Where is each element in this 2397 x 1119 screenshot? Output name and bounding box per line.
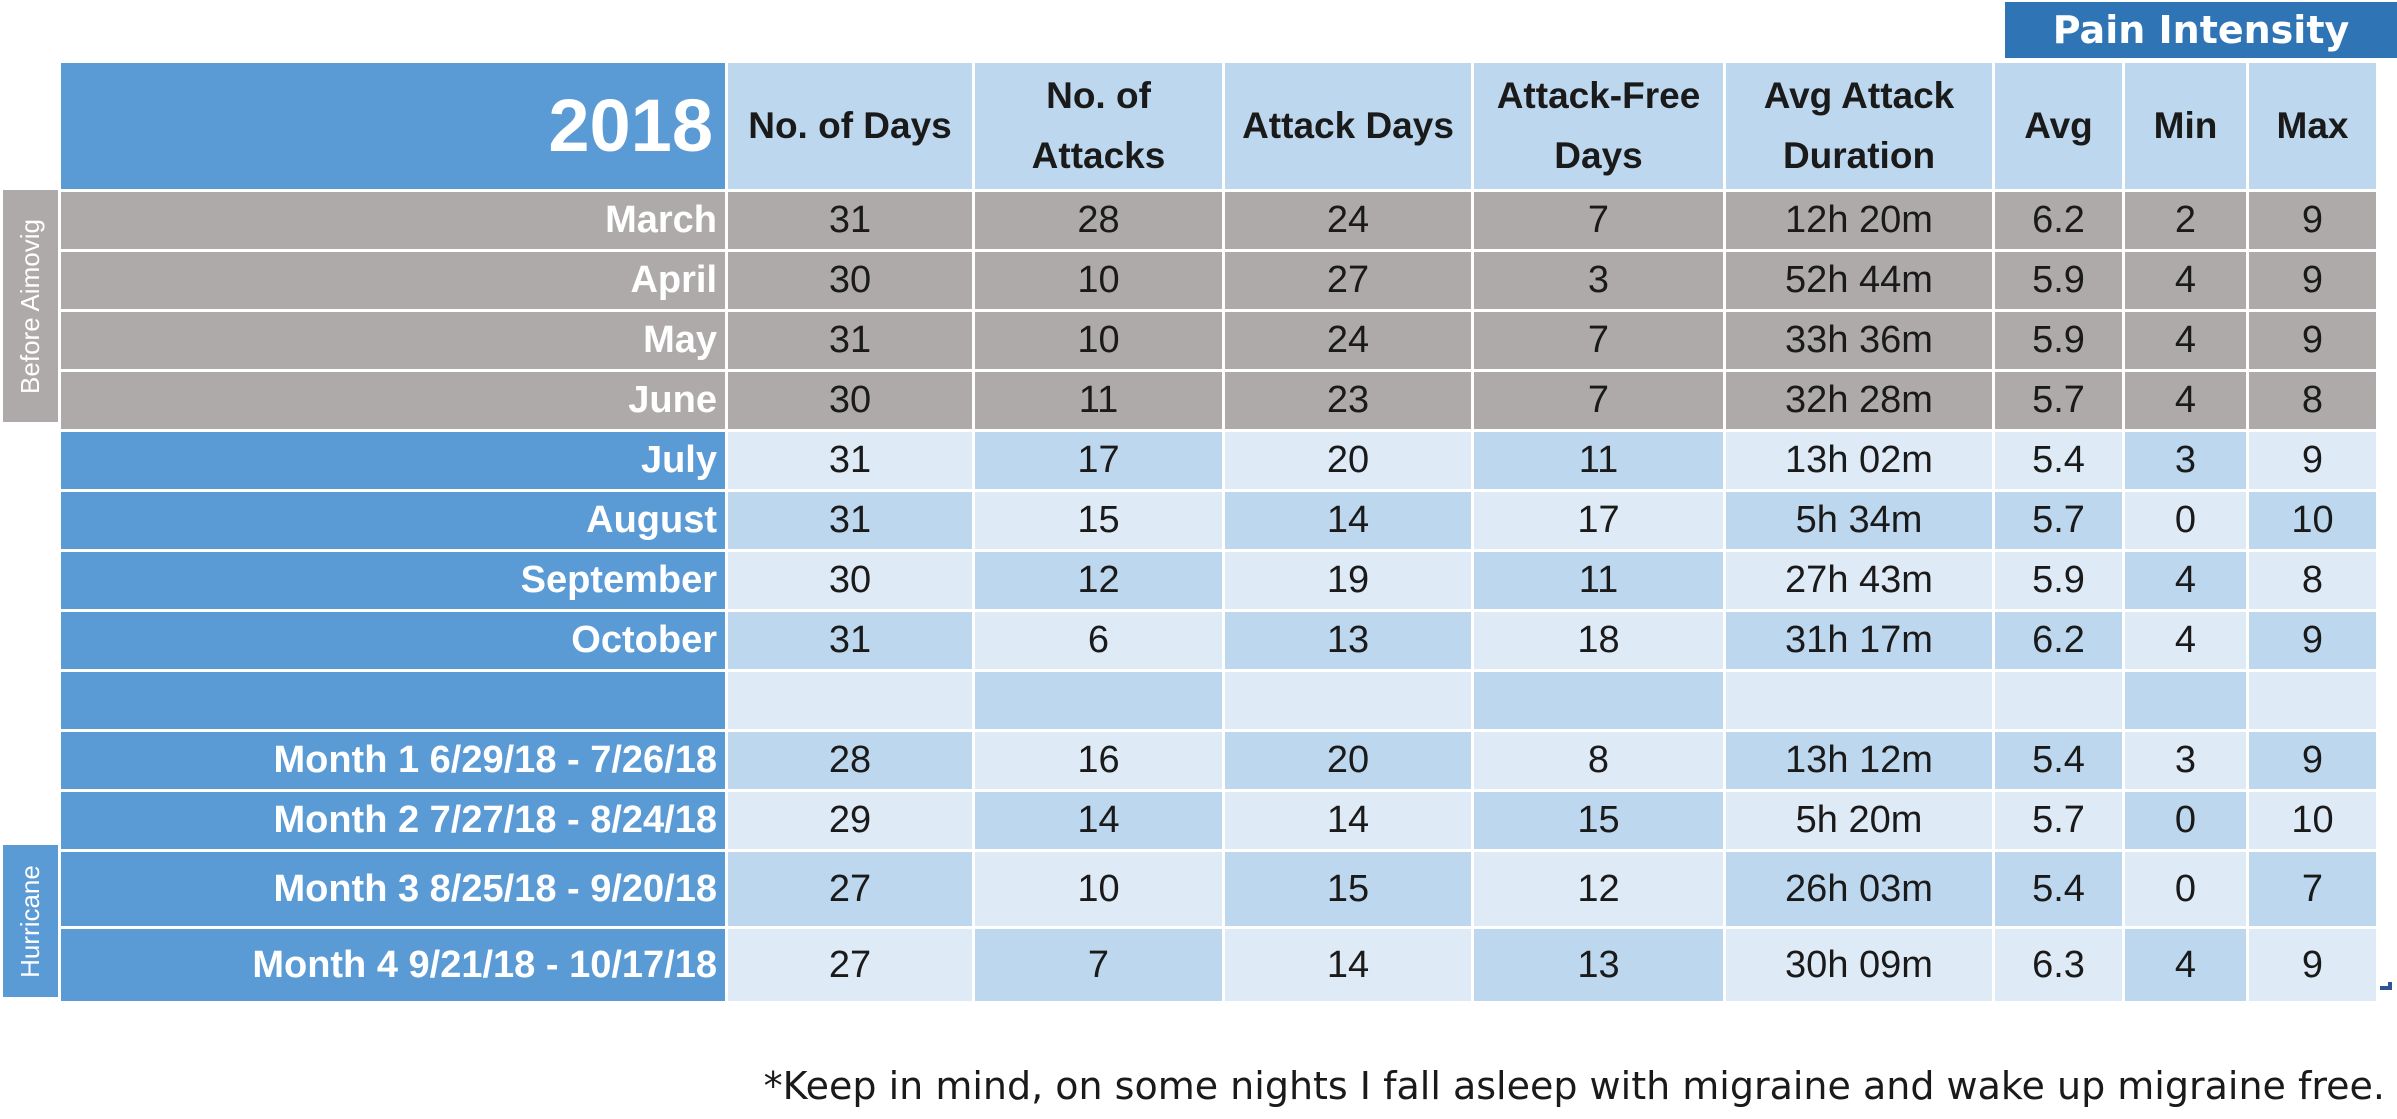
table-row — [61, 312, 2376, 369]
table-row — [61, 552, 2376, 609]
table-cell: 14 — [1225, 929, 1471, 1001]
table-cell: 7 — [1474, 372, 1723, 429]
table-row — [61, 612, 2376, 669]
table-cell — [2249, 672, 2376, 729]
table-cell: 10 — [975, 312, 1222, 369]
header-row — [61, 63, 2376, 189]
table-cell: 30h 09m — [1726, 929, 1992, 1001]
table-cell: 9 — [2249, 192, 2376, 249]
table-cell: 7 — [1474, 192, 1723, 249]
table-cell: 10 — [2249, 792, 2376, 849]
table-cell: 3 — [2125, 732, 2246, 789]
table-cell — [2125, 672, 2246, 729]
table-row — [61, 252, 2376, 309]
table-cell: 5.7 — [1995, 492, 2122, 549]
table-cell — [1995, 672, 2122, 729]
table-cell: 11 — [975, 372, 1222, 429]
table-cell: 2 — [2125, 192, 2246, 249]
table-cell: 24 — [1225, 312, 1471, 369]
table-row — [61, 929, 2376, 1001]
table-cell: 27h 43m — [1726, 552, 1992, 609]
table-cell: 15 — [1225, 852, 1471, 926]
table-cell: 4 — [2125, 929, 2246, 1001]
table-cell: 27 — [728, 852, 972, 926]
table-cell: 8 — [2249, 552, 2376, 609]
table-cell: 8 — [2249, 372, 2376, 429]
table-cell — [1726, 672, 1992, 729]
row-label: July — [61, 432, 725, 489]
table-cell: 10 — [2249, 492, 2376, 549]
pain-intensity-header: Pain Intensity — [2005, 2, 2397, 58]
table-cell: 5.4 — [1995, 432, 2122, 489]
table-cell: 28 — [728, 732, 972, 789]
table-cell: 8 — [1474, 732, 1723, 789]
table-row — [61, 372, 2376, 429]
table-cell: 6 — [975, 612, 1222, 669]
column-header: No. of Attacks — [975, 63, 1222, 189]
row-label: Month 4 9/21/18 - 10/17/18 — [61, 929, 725, 1001]
table-cell: 9 — [2249, 929, 2376, 1001]
table-cell: 9 — [2249, 312, 2376, 369]
table-cell: 7 — [1474, 312, 1723, 369]
table-row — [61, 732, 2376, 789]
table-cell: 13 — [1474, 929, 1723, 1001]
table-cell: 30 — [728, 252, 972, 309]
table-cell: 29 — [728, 792, 972, 849]
row-label: Month 3 8/25/18 - 9/20/18 — [61, 852, 725, 926]
footnote: *Keep in mind, on some nights I fall asleep with migraine and wake up migraine free. — [763, 1064, 2385, 1108]
table-cell: 13h 02m — [1726, 432, 1992, 489]
table-cell: 15 — [975, 492, 1222, 549]
table-cell: 10 — [975, 252, 1222, 309]
row-label: June — [61, 372, 725, 429]
column-header: Max — [2249, 63, 2376, 189]
table-cell: 14 — [975, 792, 1222, 849]
table-cell: 5h 34m — [1726, 492, 1992, 549]
table-cell: 5.7 — [1995, 792, 2122, 849]
table-cell: 14 — [1225, 792, 1471, 849]
row-label: May — [61, 312, 725, 369]
table-row — [61, 492, 2376, 549]
table-cell: 31 — [728, 612, 972, 669]
table-cell — [1474, 672, 1723, 729]
table-cell: 30 — [728, 552, 972, 609]
table-cell: 7 — [975, 929, 1222, 1001]
table-cell: 4 — [2125, 372, 2246, 429]
table-cell: 5.4 — [1995, 732, 2122, 789]
table-cell: 6.3 — [1995, 929, 2122, 1001]
table-cell: 6.2 — [1995, 612, 2122, 669]
table-cell: 24 — [1225, 192, 1471, 249]
column-header: Min — [2125, 63, 2246, 189]
table-cell: 5.7 — [1995, 372, 2122, 429]
row-label: April — [61, 252, 725, 309]
row-label: October — [61, 612, 725, 669]
table-cell: 12h 20m — [1726, 192, 1992, 249]
table-cell: 18 — [1474, 612, 1723, 669]
table-cell: 11 — [1474, 432, 1723, 489]
table-cell: 13 — [1225, 612, 1471, 669]
table-cell: 5.9 — [1995, 552, 2122, 609]
table-cell: 4 — [2125, 252, 2246, 309]
table-cell: 3 — [2125, 432, 2246, 489]
table-cell: 14 — [1225, 492, 1471, 549]
row-label: Month 2 7/27/18 - 8/24/18 — [61, 792, 725, 849]
table-cell: 52h 44m — [1726, 252, 1992, 309]
table-cell: 27 — [728, 929, 972, 1001]
table-cell: 31 — [728, 492, 972, 549]
table-cell: 20 — [1225, 732, 1471, 789]
before-aimovig-label — [3, 190, 58, 422]
table-cell: 17 — [1474, 492, 1723, 549]
table-cell: 0 — [2125, 492, 2246, 549]
table-cell: 15 — [1474, 792, 1723, 849]
row-label: Month 1 6/29/18 - 7/26/18 — [61, 732, 725, 789]
before-aimovig-text: Before Aimovig — [15, 218, 45, 394]
table-row — [61, 792, 2376, 849]
table-cell: 31 — [728, 432, 972, 489]
table-cell: 4 — [2125, 612, 2246, 669]
row-label: September — [61, 552, 725, 609]
table-cell: 12 — [975, 552, 1222, 609]
row-label: August — [61, 492, 725, 549]
table-cell: 17 — [975, 432, 1222, 489]
column-header: Avg — [1995, 63, 2122, 189]
table-cell: 5.4 — [1995, 852, 2122, 926]
migraine-table — [58, 60, 2379, 1004]
column-header: Attack Days — [1225, 63, 1471, 189]
table-cell: 5.9 — [1995, 252, 2122, 309]
table-cell: 31 — [728, 312, 972, 369]
table-cell: 3 — [1474, 252, 1723, 309]
table-cell: 27 — [1225, 252, 1471, 309]
table-cell: 0 — [2125, 792, 2246, 849]
table-cell: 9 — [2249, 252, 2376, 309]
hurricane-text: Hurricane — [15, 864, 45, 978]
column-header: Attack-Free Days — [1474, 63, 1723, 189]
table-cell: 9 — [2249, 612, 2376, 669]
column-header: Avg Attack Duration — [1726, 63, 1992, 189]
table-cell: 7 — [2249, 852, 2376, 926]
table-cell: 31h 17m — [1726, 612, 1992, 669]
column-header: No. of Days — [728, 63, 972, 189]
row-label: March — [61, 192, 725, 249]
table-cell: 23 — [1225, 372, 1471, 429]
table-cell: 19 — [1225, 552, 1471, 609]
table-cell: 12 — [1474, 852, 1723, 926]
table-cell: 30 — [728, 372, 972, 429]
table-cell — [1225, 672, 1471, 729]
table-cell: 9 — [2249, 432, 2376, 489]
row-label — [61, 672, 725, 729]
cell-resize-handle-icon — [2380, 982, 2392, 990]
table-cell: 0 — [2125, 852, 2246, 926]
table-cell: 11 — [1474, 552, 1723, 609]
table-cell: 6.2 — [1995, 192, 2122, 249]
blank-row — [61, 672, 2376, 729]
table-row — [61, 852, 2376, 926]
table-row — [61, 432, 2376, 489]
year-cell: 2018 — [61, 63, 725, 189]
table-cell: 5.9 — [1995, 312, 2122, 369]
table-cell — [975, 672, 1222, 729]
table-cell: 13h 12m — [1726, 732, 1992, 789]
table-cell: 4 — [2125, 312, 2246, 369]
table-cell: 16 — [975, 732, 1222, 789]
table-cell: 32h 28m — [1726, 372, 1992, 429]
table-cell: 9 — [2249, 732, 2376, 789]
table-cell: 10 — [975, 852, 1222, 926]
table-cell: 26h 03m — [1726, 852, 1992, 926]
table-cell: 31 — [728, 192, 972, 249]
table-cell: 4 — [2125, 552, 2246, 609]
table-cell: 28 — [975, 192, 1222, 249]
table-cell: 5h 20m — [1726, 792, 1992, 849]
table-cell: 33h 36m — [1726, 312, 1992, 369]
table-cell: 20 — [1225, 432, 1471, 489]
hurricane-label — [3, 845, 58, 997]
table-cell — [728, 672, 972, 729]
table-row — [61, 192, 2376, 249]
